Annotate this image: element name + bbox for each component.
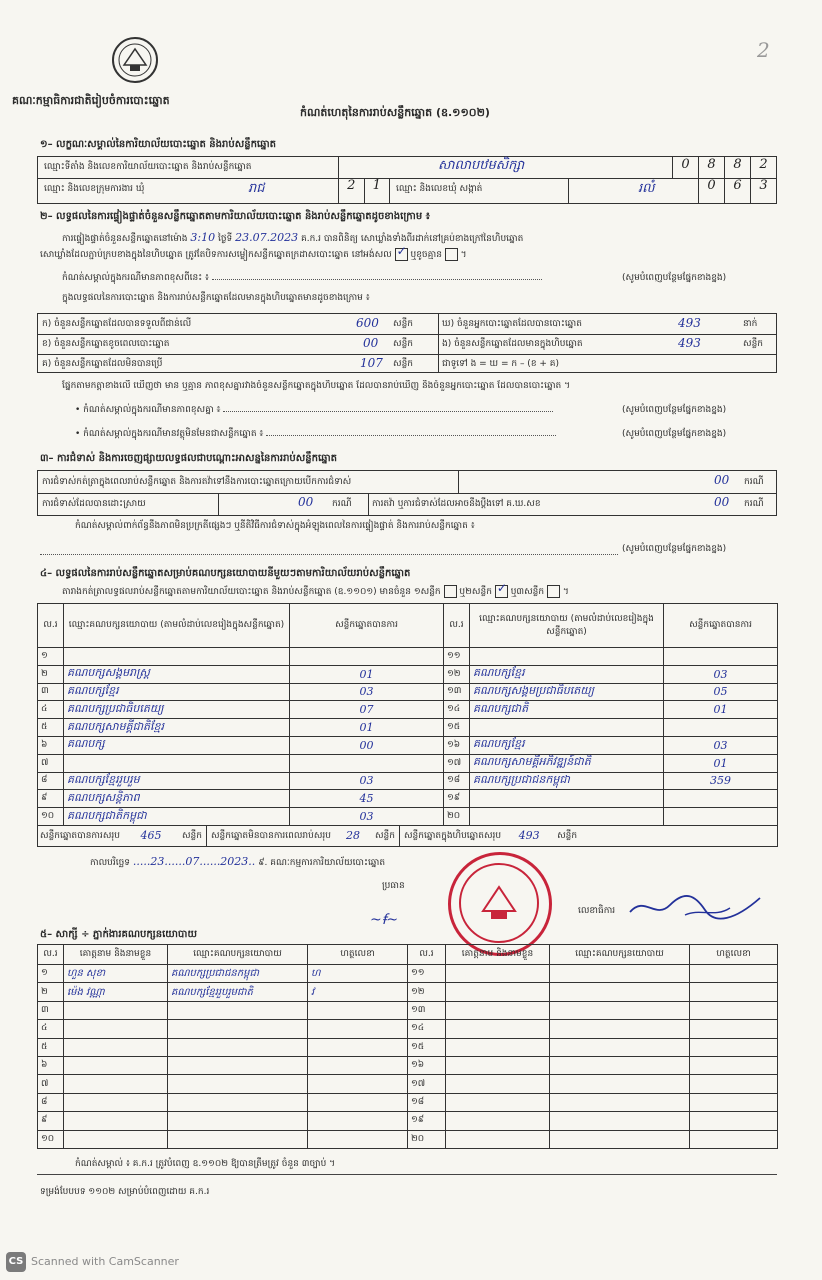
form-note: ទម្រង់បែបបទ ១១០២ សម្រាប់បំពេញដោយ គ.ក.រ	[40, 1187, 210, 1197]
witness-party	[550, 965, 690, 983]
unit: ករណី	[744, 499, 764, 509]
witness-party	[550, 1020, 690, 1038]
received-value: 600	[356, 316, 379, 330]
party-votes	[664, 808, 778, 826]
witness-party	[168, 1020, 308, 1038]
witness-no: ៧	[38, 1075, 64, 1093]
party-votes: 03	[290, 772, 444, 790]
witness-name: ម៉េង វណ្ណា	[64, 983, 168, 1001]
witness-name	[64, 1130, 168, 1148]
inbox-total-value: 493	[518, 828, 540, 842]
table-row	[38, 1038, 778, 1056]
col-no-header: ល.រ	[408, 945, 446, 965]
witness-party	[550, 983, 690, 1001]
bullet-diff	[75, 404, 620, 416]
digit: 8	[724, 157, 750, 178]
table-row	[38, 1130, 778, 1148]
party-name	[64, 754, 290, 772]
witness-name	[446, 1001, 550, 1019]
witness-signature	[308, 1130, 408, 1148]
table-row	[38, 965, 778, 983]
party-votes: 01	[664, 754, 778, 772]
witness-no: ៦	[38, 1056, 64, 1074]
form-title: កំណត់ហេតុនៃការរាប់សន្លឹកឆ្នោត (ឧ.១១០២)	[300, 106, 490, 119]
witness-signature	[690, 1075, 778, 1093]
witness-signature	[690, 1020, 778, 1038]
location-digits	[672, 157, 776, 178]
unit: ករណី	[332, 499, 352, 509]
table-row	[38, 1001, 778, 1019]
party-votes: 01	[290, 719, 444, 737]
spoiled-value: 00	[363, 336, 379, 350]
group-code	[338, 178, 390, 203]
bullet-object	[75, 428, 620, 440]
witness-party: គណបក្សប្រជាជនកម្ពុជា	[168, 965, 308, 983]
section3-title: ៣– ការជំទាស់ និងការចេញផ្សាយលទ្ធផលជាបណ្ដោះអាសន្ននៃការរាប់សន្លឹកឆ្នោត	[40, 453, 338, 464]
inbox-total-label: សន្លឹកឆ្នោតក្នុងហិបឆ្នោតសរុប	[403, 830, 502, 841]
scanner-text: Scanned with CamScanner	[31, 1255, 179, 1268]
witness-signature	[690, 1038, 778, 1056]
section1-title: ១– លក្ខណៈសម្គាល់នៃការិយាល័យបោះឆ្នោត និងរាប់សន្លឹកឆ្នោត	[40, 139, 276, 150]
witness-signature	[690, 983, 778, 1001]
appeal-value: 00	[714, 495, 730, 509]
witness-name	[64, 1038, 168, 1056]
irregularity-note: កំណត់សម្គាល់ពាក់ព័ន្ធនឹងភាពមិនប្រក្រតីផ្សេងៗ ឬនីតិវិធីការជំទាស់ក្នុងអំឡុងពេលនៃការផ្ទៀងផ្ទាត់ និងការរាប់សន្លឹកឆ្នោត ៖	[75, 521, 475, 531]
voters-value: 493	[678, 316, 701, 330]
table-row	[38, 1056, 778, 1074]
party-votes: 01	[664, 701, 778, 719]
nec-logo-icon	[110, 35, 160, 87]
section1-table	[37, 156, 777, 204]
verify-text	[62, 232, 523, 245]
col-name-header: គោត្តនាម និងនាមខ្លួន	[446, 945, 550, 965]
diff-note-label: កំណត់សម្គាល់ក្នុងករណីមានភាពខុសពីនេះ ៖	[62, 273, 210, 283]
witness-name	[446, 1130, 550, 1148]
page-number: 2	[757, 38, 770, 62]
witness-name	[446, 1093, 550, 1111]
party-votes: 07	[290, 701, 444, 719]
see-back-note: (សូមបំពេញបន្ថែមផ្នែកខាងខ្នង)	[622, 429, 727, 439]
witness-name	[64, 1093, 168, 1111]
witness-party	[550, 1056, 690, 1074]
party-no: ២០	[444, 808, 470, 826]
complaint-count-label: ការជំទាស់កត់ត្រាក្នុងពេលរាប់សន្លឹកឆ្នោត និងការតវ៉ាទៅនឹងការបោះឆ្នោតក្រោយបើកការជំទាស់	[42, 477, 352, 487]
unused-label: គ) ចំនួនសន្លឹកឆ្នោតដែលមិនបានប្រើ	[42, 359, 163, 369]
table-row	[38, 1075, 778, 1093]
col-party-header: ឈ្មោះគណបក្សនយោបាយ (តាមលំដាប់លេខរៀងក្នុងសន្លឹកឆ្នោត)	[470, 604, 664, 648]
party-no: ២	[38, 665, 64, 683]
witness-party	[550, 1075, 690, 1093]
witness-no: ២០	[408, 1130, 446, 1148]
witness-party	[550, 1130, 690, 1148]
party-no: ១១	[444, 648, 470, 666]
verify-time: 3:10	[190, 231, 216, 244]
party-name	[470, 790, 664, 808]
witness-party	[168, 1056, 308, 1074]
table-row	[38, 736, 778, 754]
spoiled-label: ខ) ចំនួនសន្លឹកឆ្នោតខូចពេលបោះឆ្នោត	[42, 339, 170, 349]
section2-title: ២– លទ្ធផលនៃការផ្ទៀងផ្ទាត់ចំនួនសន្លឹកឆ្នោតតាមការិយាល័យបោះឆ្នោត និងរាប់សន្លឹកឆ្នោតដូចខាងក្រោម ៖	[40, 211, 431, 222]
divider	[37, 1174, 777, 1175]
party-no: ១២	[444, 665, 470, 683]
unit: នាក់	[743, 319, 758, 329]
party-name	[64, 648, 290, 666]
seal-text: សោឃ្លាំងដែលភ្ជាប់ក្របខាងក្នុងនៃហិបឆ្នោត ត្រូវតែបិទការសម្លៀកសន្លឹកឆ្នោតក្រដាសបោះឆ្នោត នៅអង់សល ✓ ឬខូចគ្មាន ។	[40, 244, 467, 260]
party-name: គណបក្សខ្មែរ	[470, 665, 664, 683]
irregularity-field[interactable]	[40, 554, 618, 555]
witness-signature	[308, 1112, 408, 1130]
col-votes-header: សន្លឹកឆ្នោតបានការ	[664, 604, 778, 648]
witness-party	[168, 1075, 308, 1093]
unit: សន្លឹក	[393, 359, 413, 369]
camscanner-icon: CS	[6, 1252, 26, 1272]
witness-name	[446, 1056, 550, 1074]
witness-no: ១	[38, 965, 64, 983]
committee-label: ៩. គណៈកម្មការការិយាល័យបោះឆ្នោត	[258, 858, 386, 868]
resolved-label: ការជំទាស់ដែលបានដោះស្រាយ	[42, 499, 146, 509]
unit: សន្លឹក	[182, 826, 207, 846]
unit: សន្លឹក	[557, 830, 578, 841]
witness-name	[446, 983, 550, 1001]
table-row	[38, 790, 778, 808]
date-label: កាលបរិច្ឆេទ	[90, 858, 130, 868]
party-name	[470, 648, 664, 666]
witness-party	[550, 1038, 690, 1056]
witness-no: ១៩	[408, 1112, 446, 1130]
official-stamp	[448, 852, 552, 956]
two-sheet-label: ឬ២សន្លឹក	[459, 587, 492, 597]
verify-date-label: ថ្ងៃទី	[217, 234, 233, 244]
witness-party	[168, 1130, 308, 1148]
voters-label: ឃ) ចំនួនអ្នកបោះឆ្នោតដែលបានបោះឆ្នោត	[442, 319, 582, 329]
votes-table	[37, 603, 778, 847]
party-name: គណបក្សប្រជាជនកម្ពុជា	[470, 772, 664, 790]
witness-signature	[308, 1093, 408, 1111]
commune-label: ឈ្មោះ និងលេខឃុំ សង្កាត់	[396, 184, 483, 194]
party-votes: 03	[290, 808, 444, 826]
party-no: ៦	[38, 736, 64, 754]
witness-signature: ហ	[308, 965, 408, 983]
party-votes: 03	[664, 665, 778, 683]
party-votes	[664, 719, 778, 737]
witness-name	[446, 1075, 550, 1093]
party-no: ៥	[38, 719, 64, 737]
col-party-header: ឈ្មោះគណបក្សនយោបាយ (តាមលំដាប់លេខរៀងក្នុងសន្លឹកឆ្នោត)	[64, 604, 290, 648]
witness-no: ១៨	[408, 1093, 446, 1111]
witness-signature	[690, 1093, 778, 1111]
received-label: ក) ចំនួនសន្លឹកឆ្នោតដែលបានទទួលពីជាន់លើ	[42, 319, 192, 329]
col-party-header: ឈ្មោះគណបក្សនយោបាយ	[168, 945, 308, 965]
party-votes: 45	[290, 790, 444, 808]
table-row	[38, 983, 778, 1001]
party-no: ១៩	[444, 790, 470, 808]
witness-party	[168, 1112, 308, 1130]
party-no: ១៧	[444, 754, 470, 772]
table-row	[38, 1112, 778, 1130]
party-no: ១៨	[444, 772, 470, 790]
party-name	[470, 719, 664, 737]
tally-sheet-line: តារាងកត់ត្រាលទ្ធផលរាប់សន្លឹកឆ្នោតតាមការិយាល័យបោះឆ្នោត និងរាប់សន្លឹកឆ្នោត (ឧ.១១០១) មានចំនួន ១សន្លឹក ឬ២សន្លឹក ✓ ឬ៣សន្លឹក ។	[62, 581, 569, 597]
verify-time-label: ការផ្ទៀងផ្ទាត់ចំនួនសន្លឹកឆ្នោតនៅម៉ោង	[62, 234, 188, 244]
party-votes	[664, 648, 778, 666]
commune-digits	[698, 178, 776, 203]
three-sheet-checkbox[interactable]	[547, 585, 560, 598]
witness-no: ១១	[408, 965, 446, 983]
party-no: ៣	[38, 683, 64, 701]
location-label: ឈ្មោះទីតាំង និងលេខការិយាល័យបោះឆ្នោត និងរាប់សន្លឹកឆ្នោត	[44, 162, 252, 172]
witness-no: ១៥	[408, 1038, 446, 1056]
party-no: ៧	[38, 754, 64, 772]
party-no: ១៤	[444, 701, 470, 719]
diff-note-line	[62, 272, 617, 284]
witness-name	[446, 1112, 550, 1130]
three-sheet-label: ឬ៣សន្លឹក	[510, 587, 545, 597]
party-name: គណបក្សប្រជាធិបតេយ្យ	[64, 701, 290, 719]
witness-party	[550, 1112, 690, 1130]
party-no: ១០	[38, 808, 64, 826]
intact-option-label: ឬខូចគ្មាន	[410, 250, 442, 260]
witness-name: ហួន សុខា	[64, 965, 168, 983]
bullet-diff-label: • កំណត់សម្គាល់ក្នុងករណីមានភាពខុសគ្នា ៖	[75, 405, 221, 415]
in-box-value: 493	[678, 336, 701, 350]
commune-group-label: ឈ្មោះ និងលេខក្រុមការងារ ឃុំ	[44, 184, 145, 194]
witness-signature	[690, 1112, 778, 1130]
unit: ករណី	[744, 477, 764, 487]
digit: 2	[338, 178, 364, 203]
unit: សន្លឹក	[375, 826, 400, 846]
damaged-checkbox[interactable]	[445, 248, 458, 261]
witness-no: ១៦	[408, 1056, 446, 1074]
witness-name	[64, 1112, 168, 1130]
digit: 3	[750, 178, 776, 203]
party-name: គណបក្សជាតិ	[470, 701, 664, 719]
diff-note-field[interactable]	[212, 279, 542, 280]
witness-name	[446, 1038, 550, 1056]
col-no-header: ល.រ	[444, 604, 470, 648]
witness-name	[446, 1020, 550, 1038]
ballot-count-table	[37, 313, 777, 373]
complaint-table	[37, 470, 777, 516]
party-votes	[290, 648, 444, 666]
formula: ជាទូទៅ ង = ឃ = ក – (ខ + គ)	[442, 359, 560, 369]
unused-value: 107	[360, 356, 383, 370]
results-intro: ក្នុងលទ្ធផលនៃការបោះឆ្នោត និងការរាប់សន្លឹកឆ្នោតដែលមានក្នុងហិបឆ្នោតមានដូចខាងក្រោម ៖	[62, 293, 370, 303]
section4-title: ៤– លទ្ធផលនៃការរាប់សន្លឹកឆ្នោតសម្រាប់គណបក្សនយោបាយនីមួយៗតាមការិយាល័យរាប់សន្លឹកឆ្នោត	[40, 568, 411, 579]
witness-no: ២	[38, 983, 64, 1001]
witness-signature	[308, 1038, 408, 1056]
complaint-count-value: 00	[714, 473, 730, 487]
party-votes: 05	[664, 683, 778, 701]
table-row	[38, 808, 778, 826]
witness-no: ៤	[38, 1020, 64, 1038]
party-no: ១៥	[444, 719, 470, 737]
witness-no: ៥	[38, 1038, 64, 1056]
discrepancy-text: ផ្នែកតាមកត្តាខាងលើ ឃើញថា មាន ឬគ្មាន ភាពខុសគ្នារវាងចំនួនសន្លឹកឆ្នោតក្នុងហិបឆ្នោត ដែលបានរាប់ឃើញ និងចំនួនអ្នកបោះឆ្នោត ដែលបានបោះឆ្នោត ។	[62, 381, 571, 391]
party-votes	[664, 790, 778, 808]
tally-intro: តារាងកត់ត្រាលទ្ធផលរាប់សន្លឹកឆ្នោតតាមការិយាល័យបោះឆ្នោត និងរាប់សន្លឹកឆ្នោត (ឧ.១១០១) មានចំនួន ១សន្លឹក	[62, 587, 441, 597]
org-name: គណៈកម្មាធិការជាតិរៀបចំការបោះឆ្នោត	[12, 94, 170, 107]
digit: 0	[698, 178, 724, 203]
witness-no: ៨	[38, 1093, 64, 1111]
commune-group-value: រាជ	[248, 181, 265, 196]
party-name: គណបក្សសន្តិភាព	[64, 790, 290, 808]
witness-party	[550, 1093, 690, 1111]
party-votes	[290, 754, 444, 772]
footnote: កំណត់សម្គាល់ ៖ គ.ក.រ ត្រូវបំពេញ ឧ.១១០២ ឱ្យបានត្រឹមត្រូវ ចំនួន ៣ច្បាប់ ។	[75, 1159, 336, 1169]
witness-no: ៩	[38, 1112, 64, 1130]
party-name: គណបក្សសង្គមប្រជាធិបតេយ្យ	[470, 683, 664, 701]
valid-total-value: 465	[140, 828, 162, 842]
witness-name	[64, 1075, 168, 1093]
witness-signature	[690, 1001, 778, 1019]
witness-name	[64, 1020, 168, 1038]
scanner-watermark	[6, 1252, 179, 1272]
totals-row	[38, 826, 777, 846]
witness-no: ១០	[38, 1130, 64, 1148]
secretary-signature-icon	[625, 890, 765, 924]
verify-date: 23.07.2023	[235, 231, 299, 244]
see-back-note: (សូមបំពេញបន្ថែមផ្នែកខាងខ្នង)	[622, 544, 727, 554]
witness-table	[37, 944, 778, 1149]
table-row	[38, 719, 778, 737]
bullet-object-field[interactable]	[266, 435, 556, 436]
party-name: គណបក្សខ្មែររួបរួម	[64, 772, 290, 790]
party-no: ៨	[38, 772, 64, 790]
witness-no: ១៤	[408, 1020, 446, 1038]
stamp-emblem-icon	[477, 881, 521, 925]
witness-name	[64, 1001, 168, 1019]
witness-signature	[308, 1056, 408, 1074]
digit: 6	[724, 178, 750, 203]
location-value: សាលាបឋមសិក្សា	[438, 158, 525, 173]
two-sheet-checkbox[interactable]: ✓	[495, 585, 508, 598]
witness-signature	[308, 1001, 408, 1019]
witness-party: គណបក្សខ្មែររួបរួមជាតិ	[168, 983, 308, 1001]
table-row	[38, 1020, 778, 1038]
table-row	[38, 772, 778, 790]
witness-no: ៣	[38, 1001, 64, 1019]
unit: សន្លឹក	[393, 339, 413, 349]
verify-text-end: គ.ក.រ បានពិនិត្យ សោឃ្លាំងទាំងពីរដាក់នៅគ្រប់ខាងក្រៅនៃហិបឆ្នោត	[301, 234, 524, 244]
party-name: គណបក្ស	[64, 736, 290, 754]
secretary-label: លេខាធិការ	[578, 906, 616, 916]
witness-name	[446, 965, 550, 983]
table-row	[38, 665, 778, 683]
party-name: គណបក្សសាមគ្គីជាតិខ្មែរ	[64, 719, 290, 737]
intact-checkbox[interactable]: ✓	[395, 248, 408, 261]
party-no: ៩	[38, 790, 64, 808]
witness-name	[64, 1056, 168, 1074]
digit: 2	[750, 157, 776, 178]
witness-no: ១៣	[408, 1001, 446, 1019]
witness-no: ១២	[408, 983, 446, 1001]
witness-signature	[308, 1020, 408, 1038]
witness-party	[550, 1001, 690, 1019]
digit: 8	[698, 157, 724, 178]
bullet-object-label: • កំណត់សម្គាល់ក្នុងករណីមានវត្ថុមិនមែនជាសន្លឹកឆ្នោត ៖	[75, 429, 264, 439]
see-back-note: (សូមបំពេញបន្ថែមផ្នែកខាងខ្នង)	[622, 273, 727, 283]
bullet-diff-field[interactable]	[223, 411, 553, 412]
witness-party	[168, 1038, 308, 1056]
col-name-header: គោត្តនាម និងនាមខ្លួន	[64, 945, 168, 965]
party-name: គណបក្សខ្មែរ	[470, 736, 664, 754]
valid-total-label: សន្លឹកឆ្នោតបានការសរុប	[40, 830, 120, 841]
table-row	[38, 1093, 778, 1111]
one-sheet-checkbox[interactable]	[444, 585, 457, 598]
table-row	[38, 648, 778, 666]
chair-label: ប្រធាន	[382, 881, 405, 891]
witness-signature	[308, 1075, 408, 1093]
digit: 1	[364, 178, 391, 203]
col-votes-header: សន្លឹកឆ្នោតបានការ	[290, 604, 444, 648]
commune-value: រលំ	[638, 181, 655, 196]
chair-signature: ~ꞙ~	[370, 912, 399, 928]
unit: សន្លឹក	[393, 319, 413, 329]
witness-signature: វ	[308, 983, 408, 1001]
witness-signature	[690, 965, 778, 983]
table-row	[38, 701, 778, 719]
col-no-header: ល.រ	[38, 604, 64, 648]
unit: សន្លឹក	[743, 339, 763, 349]
date-line	[90, 856, 385, 869]
section5-title: ៥– សាក្សី ÷ ភ្នាក់ងារគណបក្សនយោបាយ	[40, 929, 197, 940]
col-sign-header: ហត្ថលេខា	[690, 945, 778, 965]
party-votes: 03	[290, 683, 444, 701]
witness-signature	[690, 1056, 778, 1074]
party-no: ១៦	[444, 736, 470, 754]
party-votes: 03	[664, 736, 778, 754]
party-votes: 01	[290, 665, 444, 683]
table-row	[38, 683, 778, 701]
see-back-note: (សូមបំពេញបន្ថែមផ្នែកខាងខ្នង)	[622, 405, 727, 415]
appeal-label: ការតវ៉ា ឬការជំទាស់ដែលអាចនឹងប្ដឹងទៅ គ.ឃ.សខ	[372, 499, 541, 509]
witness-no: ១៧	[408, 1075, 446, 1093]
date-value: .....23......07......2023..	[132, 855, 256, 868]
witness-signature	[690, 1130, 778, 1148]
party-name: គណបក្សសង្គមរាស្ត្រ	[64, 665, 290, 683]
party-no: ៤	[38, 701, 64, 719]
party-votes: 00	[290, 736, 444, 754]
resolved-value: 00	[298, 495, 314, 509]
col-sign-header: ហត្ថលេខា	[308, 945, 408, 965]
party-no: ១៣	[444, 683, 470, 701]
table-row	[38, 754, 778, 772]
in-box-label: ង) ចំនួនសន្លឹកឆ្នោតដែលមានក្នុងហិបឆ្នោត	[442, 339, 583, 349]
witness-party	[168, 1001, 308, 1019]
invalid-total-label: សន្លឹកឆ្នោតមិនបានការពេលរាប់សរុប	[210, 830, 331, 841]
witness-party	[168, 1093, 308, 1111]
col-no-header: ល.រ	[38, 945, 64, 965]
party-name	[470, 808, 664, 826]
col-party-header: ឈ្មោះគណបក្សនយោបាយ	[550, 945, 690, 965]
party-votes: 359	[664, 772, 778, 790]
invalid-total-value: 28	[345, 828, 360, 842]
party-name: គណបក្សជាតិកម្ពុជា	[64, 808, 290, 826]
party-no: ១	[38, 648, 64, 666]
digit: 0	[672, 157, 698, 178]
party-name: គណបក្សសាមគ្គីអភិវឌ្ឍន៍ជាតិ	[470, 754, 664, 772]
seal-text-body: សោឃ្លាំងដែលភ្ជាប់ក្របខាងក្នុងនៃហិបឆ្នោត ត្រូវតែបិទការសម្លៀកសន្លឹកឆ្នោតក្រដាសបោះឆ្នោត នៅអង់សល	[40, 250, 392, 260]
party-name: គណបក្សខ្មែរ	[64, 683, 290, 701]
